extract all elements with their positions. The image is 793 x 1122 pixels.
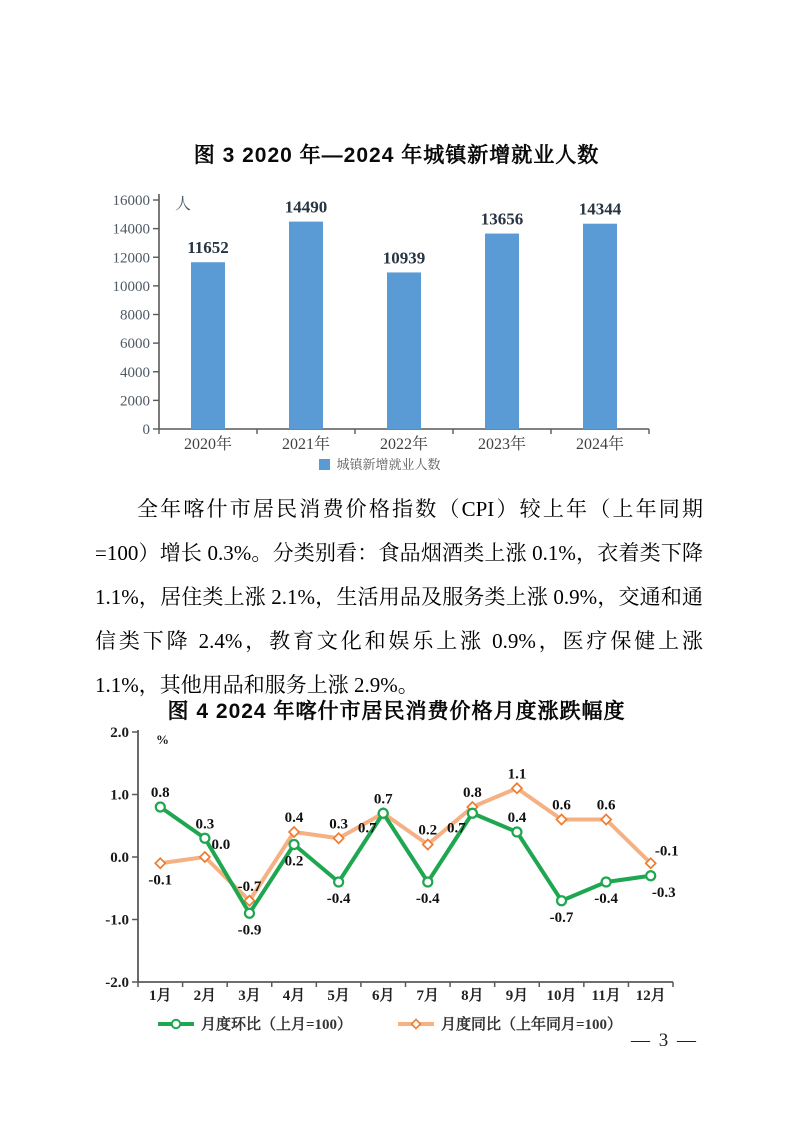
y-axis-tick-label: 16000 (112, 193, 150, 209)
y-axis-unit: % (156, 732, 169, 747)
circle-marker (423, 878, 432, 887)
x-axis-label: 9月 (505, 988, 529, 1004)
data-point-label: -0.4 (415, 891, 440, 907)
legend-label: 城镇新增就业人数 (336, 457, 441, 472)
circle-marker (512, 828, 521, 837)
x-axis-label: 8月 (461, 988, 484, 1004)
data-point-label: -0.1 (148, 872, 173, 889)
circle-marker (334, 878, 343, 887)
x-axis-label: 12月 (635, 988, 666, 1004)
legend-label: 月度同比（上年同月=100） (441, 1017, 623, 1033)
data-point-label: 0.2 (284, 853, 304, 870)
y-axis-tick-label: 2000 (120, 393, 150, 410)
circle-marker (468, 809, 477, 818)
y-axis-tick-label: -1.0 (105, 912, 129, 929)
circle-marker (646, 871, 655, 880)
y-axis-tick-label: -2.0 (105, 975, 129, 991)
x-axis-label: 2月 (193, 988, 217, 1004)
legend-item (158, 1013, 352, 1034)
figure4-svg (100, 726, 680, 1006)
y-axis-unit: 人 (175, 196, 192, 213)
figure4-legend (100, 1013, 680, 1034)
cpi-paragraph: 全年喀什市居民消费价格指数（CPI）较上年（上年同期=100）增长 0.3%。分类别看：食品烟酒类上涨 0.1%，衣着类下降 1.1%，居住类上涨 2.1%，生活用品及服务类上涨 0.9%，交通和通信类下降 2.4%，教育文化和娱乐上涨 0.9%，医疗保健上涨 1.1%，其他用品和服务上涨 2.9%。 (95, 497, 703, 697)
data-point-label: 0.4 (507, 810, 527, 826)
data-point-label: 0.3 (195, 816, 215, 833)
y-axis-tick-label: 0.0 (110, 850, 129, 866)
data-point-label: -0.3 (651, 884, 676, 901)
data-point-label: 0.3 (329, 816, 348, 833)
x-axis-label: 2021年 (281, 436, 331, 453)
x-axis-label: 3月 (238, 988, 261, 1004)
x-axis-label: 5月 (327, 988, 350, 1004)
data-point-label: 0.4 (284, 810, 304, 826)
x-axis-label: 4月 (282, 988, 306, 1004)
bar-value-label: 14344 (578, 199, 622, 219)
x-axis-label: 2023年 (477, 436, 527, 453)
data-point-label: 0.7 (357, 820, 377, 837)
data-point-label: -0.1 (654, 843, 679, 860)
data-point-label: 0.7 (447, 820, 466, 837)
legend-swatch-icon (319, 459, 330, 470)
data-point-label: 0.6 (552, 797, 571, 814)
legend-item (319, 454, 440, 473)
circle-marker (245, 909, 254, 918)
data-point-label: 1.1 (507, 766, 527, 783)
y-axis-tick-label: 8000 (120, 307, 150, 324)
data-point-label: 0.7 (373, 791, 393, 808)
circle-marker (200, 834, 209, 843)
data-point-label: -0.7 (549, 909, 574, 926)
x-axis-label: 2020年 (183, 436, 233, 453)
data-point-label: 0.8 (150, 785, 170, 801)
diamond-marker (155, 858, 165, 868)
circle-marker (156, 803, 165, 812)
legend-item (398, 1013, 622, 1034)
x-axis-label: 11月 (591, 988, 621, 1004)
y-axis-tick-label: 14000 (112, 221, 150, 238)
figure3-legend (97, 454, 663, 473)
bar-value-label: 13656 (480, 209, 524, 229)
data-point-label: -0.4 (594, 891, 618, 907)
line-series (160, 807, 650, 913)
bar-value-label: 11652 (187, 238, 229, 258)
bar-2020年 (191, 262, 225, 429)
data-point-label: -0.9 (237, 922, 262, 939)
figure3-title: 图 3 2020 年—2024 年城镇新增就业人数 (193, 144, 600, 167)
page-number: — 3 — (631, 1030, 698, 1051)
circle-marker (602, 878, 611, 887)
bar-2022年 (387, 272, 421, 429)
bar-value-label: 10939 (382, 248, 426, 268)
bar-2021年 (289, 222, 323, 429)
x-axis-label: 2022年 (379, 436, 429, 453)
legend-line-circle-icon (158, 1018, 194, 1030)
bar-2023年 (485, 234, 519, 429)
figure3-chart (97, 183, 663, 473)
line-chart-plot (105, 726, 678, 1004)
bar-2024年 (583, 224, 617, 429)
x-axis-label: 10月 (546, 988, 577, 1004)
data-point-label: -0.4 (326, 891, 351, 907)
y-axis-tick-label: 10000 (112, 278, 150, 295)
data-point-label: 0.6 (596, 797, 616, 814)
y-axis-tick-label: 0 (142, 422, 150, 438)
y-axis-tick-label: 4000 (120, 364, 150, 381)
data-point-label: 0.0 (211, 837, 231, 853)
x-axis-label: 2024年 (575, 436, 625, 453)
circle-marker (290, 840, 299, 849)
figure4-title: 图 4 2024 年喀什市居民消费价格月度涨跌幅度 (167, 700, 626, 723)
data-point-label: 0.2 (418, 822, 438, 839)
bar-chart-plot (113, 193, 650, 453)
figure4-chart (100, 726, 680, 1034)
x-axis-label: 1月 (149, 988, 172, 1004)
data-point-label: -0.7 (237, 878, 262, 895)
y-axis-tick-label: 2.0 (110, 726, 129, 741)
bar-value-label: 14490 (284, 197, 328, 217)
x-axis-label: 6月 (371, 988, 395, 1004)
y-axis-tick-label: 1.0 (110, 787, 129, 804)
circle-marker (379, 809, 388, 818)
x-axis-label: 7月 (416, 988, 440, 1004)
legend-label: 月度环比（上月=100） (200, 1017, 352, 1033)
y-axis-tick-label: 6000 (120, 336, 150, 353)
figure3-svg (97, 183, 663, 455)
circle-marker (557, 896, 566, 905)
y-axis-tick-label: 12000 (112, 250, 150, 267)
legend-line-diamond-icon (398, 1018, 434, 1030)
data-point-label: 0.8 (463, 785, 482, 801)
